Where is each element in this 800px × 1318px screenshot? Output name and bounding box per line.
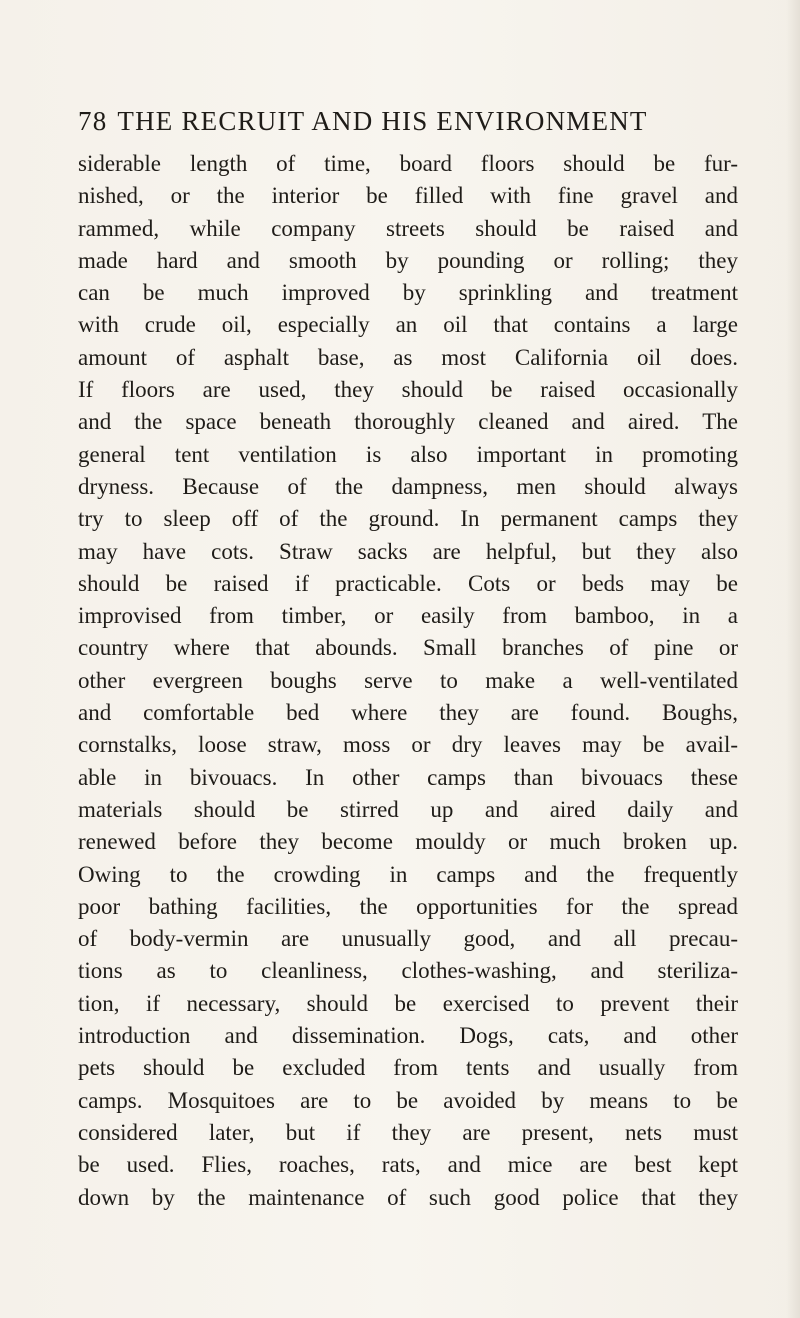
text-line: amount of asphalt base, as most California oil does. (78, 344, 738, 370)
text-line: made hard and smooth by pounding or rolling; they (78, 247, 738, 273)
text-line: general tent ventilation is also important in promoting (78, 441, 738, 467)
text-line: cornstalks, loose straw, moss or dry leaves may be avail- (78, 732, 738, 758)
text-line: materials should be stirred up and aired daily and (78, 796, 738, 822)
text-line: nished, or the interior be filled with fine gravel and (78, 183, 738, 209)
text-line: dryness. Because of the dampness, men should always (78, 473, 738, 499)
text-line: be used. Flies, roaches, rats, and mice are best kept (78, 1152, 738, 1178)
text-line: with crude oil, especially an oil that contains a large (78, 312, 738, 338)
text-line: siderable length of time, board floors should be fur- (78, 151, 738, 176)
text-line: try to sleep off of the ground. In permanent camps they (78, 506, 738, 532)
text-line: improvised from timber, or easily from bamboo, in a (78, 603, 738, 629)
text-line: down by the maintenance of such good police that they (78, 1184, 738, 1210)
page-gutter-shadow (786, 0, 800, 1318)
running-title: THE RECRUIT AND HIS ENVIRONMENT (117, 106, 648, 136)
text-line: other evergreen boughs serve to make a well-ventilated (78, 667, 738, 693)
text-line: tions as to cleanliness, clothes-washing, and steriliza- (78, 958, 738, 984)
text-line: renewed before they become mouldy or much broken up. (78, 829, 738, 855)
body-paragraph (78, 148, 738, 1214)
text-line: camps. Mosquitoes are to be avoided by means to be (78, 1087, 738, 1113)
text-line: tion, if necessary, should be exercised to prevent their (78, 990, 738, 1016)
text-line: considered later, but if they are present, nets must (78, 1119, 738, 1145)
text-line: country where that abounds. Small branches of pine or (78, 635, 738, 661)
text-line: poor bathing facilities, the opportunities for the spread (78, 893, 738, 919)
text-line: and the space beneath thoroughly cleaned and aired. The (78, 409, 738, 435)
text-line: and comfortable bed where they are found. Boughs, (78, 700, 738, 726)
text-line: able in bivouacs. In other camps than bivouacs these (78, 764, 738, 790)
text-line: of body-vermin are unusually good, and all precau- (78, 926, 738, 952)
running-header (78, 103, 738, 139)
text-line: rammed, while company streets should be raised and (78, 215, 738, 241)
text-line: can be much improved by sprinkling and treatment (78, 280, 738, 306)
text-line: If floors are used, they should be raised occasionally (78, 377, 738, 403)
text-line: pets should be excluded from tents and usually from (78, 1055, 738, 1081)
text-line: should be raised if practicable. Cots or beds may be (78, 570, 738, 596)
page-number: 78 (78, 106, 108, 136)
text-line: may have cots. Straw sacks are helpful, but they also (78, 538, 738, 564)
text-line: Owing to the crowding in camps and the frequently (78, 861, 738, 887)
text-line: introduction and dissemination. Dogs, cats, and other (78, 1023, 738, 1049)
